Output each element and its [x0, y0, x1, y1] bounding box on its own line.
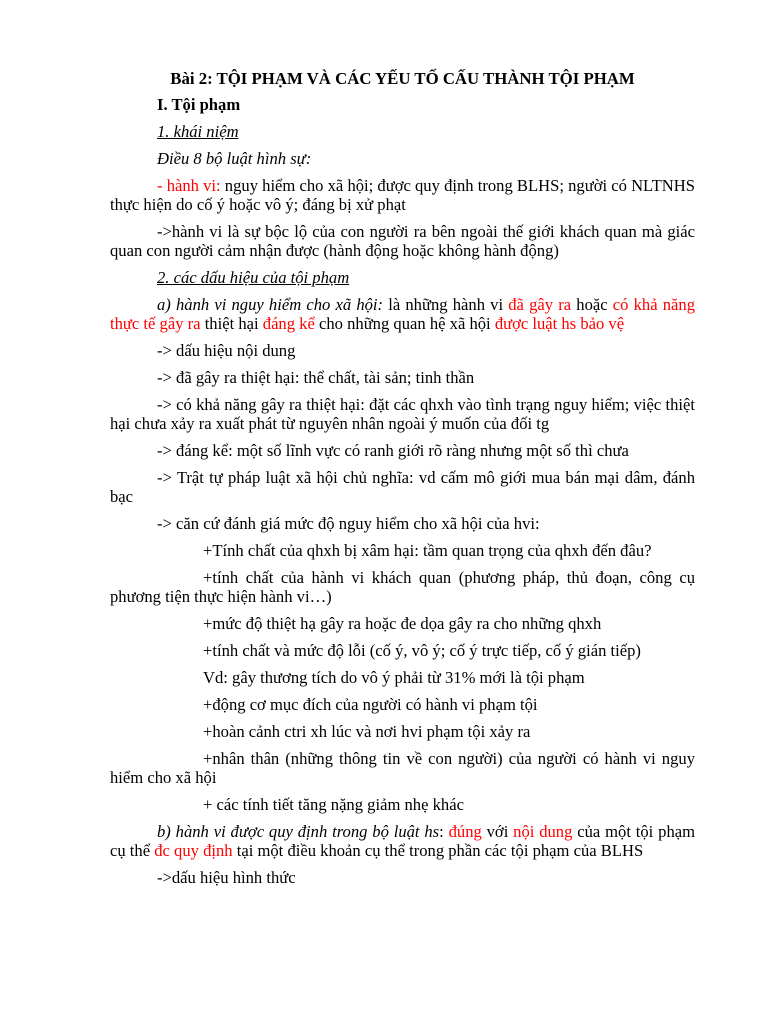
criteria-line: +Tính chất của qhxh bị xâm hại: tầm quan trọng của qhxh đến đâu? — [203, 541, 652, 560]
paragraph-a-text-3: thiệt hại — [200, 314, 263, 333]
criteria-line: + các tính tiết tăng nặng giảm nhẹ khác — [203, 795, 464, 814]
paragraph-b-text-2: với — [481, 822, 514, 841]
paragraph-a — [110, 295, 695, 333]
subsection-2-text: 2. các dấu hiệu của tội phạm — [157, 268, 350, 287]
lesson-title: Bài 2: TỘI PHẠM VÀ CÁC YẾU TỐ CẤU THÀNH TỘI PHẠM — [170, 69, 635, 88]
criteria-line: +hoàn cảnh ctri xh lúc và nơi hvi phạm tội xảy ra — [203, 722, 531, 741]
list-line: -> Trật tự pháp luật xã hội chủ nghĩa: vd cấm mô giới mua bán mại dâm, đánh bạc — [110, 468, 695, 506]
paragraph-a-text-1: là những hành vi — [383, 295, 509, 314]
paragraph-a-lead: a) hành vi nguy hiểm cho xã hội: — [157, 295, 384, 314]
paragraph-b-text-4: tại một điều khoản cụ thể trong phần các tội phạm của BLHS — [232, 841, 644, 860]
document-body — [110, 69, 695, 895]
list-line: -> có khả năng gây ra thiệt hại: đặt các qhxh vào tình trạng nguy hiểm; việc thiệt hại chưa xảy ra xuất phát từ nguyên nhân ngoài ý muốn của đối tg — [110, 395, 695, 433]
paragraph-b-text-1: : — [439, 822, 449, 841]
criteria-line: +tính chất của hành vi khách quan (phương pháp, thủ đoạn, công cụ phương tiện thực hiện hành vi…) — [110, 568, 695, 606]
list-line: -> dấu hiệu nội dung — [157, 341, 296, 360]
hanh-vi-text: nguy hiểm cho xã hội; được quy định trong BLHS; người có NLTNHS thực hiện do cố ý hoặc vô ý; đáng bị xử phạt — [110, 176, 695, 214]
paragraph-b-text-3: của một tội phạm cụ thể — [110, 822, 696, 860]
list-line: -> đã gây ra thiệt hại: thể chất, tài sản; tinh thần — [157, 368, 475, 387]
subsection-heading-1 — [110, 122, 695, 141]
section-heading: I. Tội phạm — [157, 95, 241, 114]
article-reference: Điều 8 bộ luật hình sự: — [157, 149, 312, 168]
criteria-line: +tính chất và mức độ lỗi (cố ý, vô ý; cố ý trực tiếp, cố ý gián tiếp) — [203, 641, 641, 660]
paragraph-b-lead: b) hành vi được quy định trong bộ luật hs — [157, 822, 440, 841]
paragraph-a-text-4: cho những quan hệ xã hội — [314, 314, 495, 333]
paragraph-hanh-vi — [110, 176, 695, 214]
last-line: ->dấu hiệu hình thức — [157, 868, 296, 887]
paragraph-a-highlight-1: đã gây ra — [508, 295, 572, 314]
paragraph-b-highlight-2: nội dung — [513, 822, 573, 841]
paragraph-a-highlight-3: đáng kể — [262, 314, 315, 333]
paragraph-a-highlight-2: có khả năng thực tế gây ra — [110, 295, 696, 333]
criteria-line: +mức độ thiệt hạ gây ra hoặc đe dọa gây ra cho những qhxh — [203, 614, 602, 633]
criteria-line: +nhân thân (những thông tin về con người) của người có hành vi nguy hiểm cho xã hội — [110, 749, 695, 787]
paragraph-b — [110, 822, 695, 860]
criteria-line: Vd: gây thương tích do vô ý phải từ 31% mới là tội phạm — [203, 668, 585, 687]
list-line: -> căn cứ đánh giá mức độ nguy hiểm cho xã hội của hvi: — [157, 514, 540, 533]
subsection-1-text: 1. khái niệm — [157, 122, 239, 141]
paragraph-a-highlight-4: được luật hs bảo vệ — [494, 314, 625, 333]
paragraph-b-highlight-3: đc quy định — [154, 841, 233, 860]
subsection-heading-2 — [110, 268, 695, 287]
paragraph-a-text-2: hoặc — [571, 295, 613, 314]
paragraph-arrow-definition: ->hành vi là sự bộc lộ của con người ra bên ngoài thế giới khách quan mà giác quan con người cảm nhận được (hành động hoặc không hành động) — [110, 222, 695, 260]
paragraph-b-highlight-1: đúng — [448, 822, 482, 841]
list-line: -> đáng kể: một số lĩnh vực có ranh giới rõ ràng nhưng một số thì chưa — [157, 441, 629, 460]
criteria-line: +động cơ mục đích của người có hành vi phạm tội — [203, 695, 538, 714]
hanh-vi-label: - hành vi: — [157, 176, 221, 195]
